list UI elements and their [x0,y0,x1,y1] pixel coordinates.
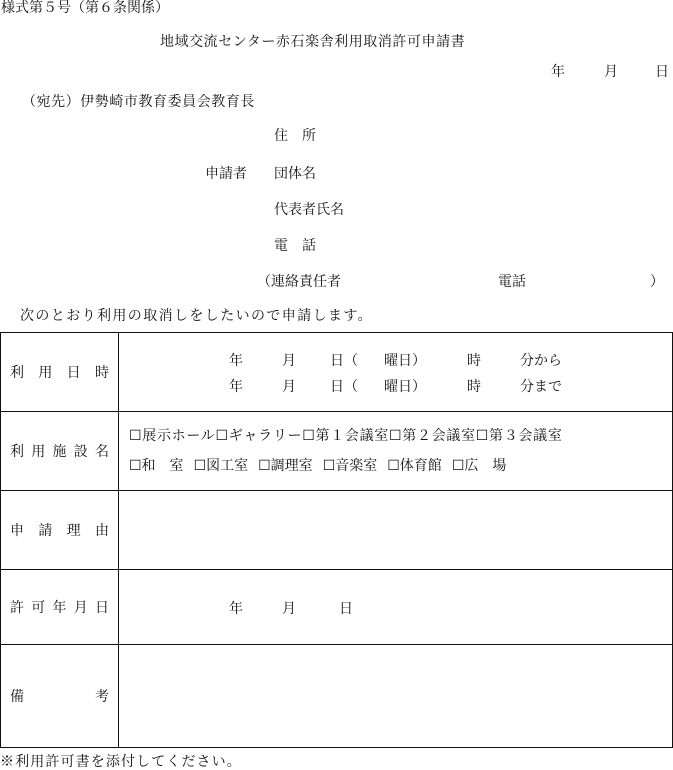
table-row-remarks [1,645,673,748]
label-char: 申 [10,523,24,539]
facility-options-line2 [119,451,672,481]
end-hour: 時 [467,379,481,395]
address-label: 住 所 [274,128,316,144]
facility-checkbox-plaza[interactable]: ☐広 場 [451,458,507,474]
label-char: 日 [66,365,81,381]
date-year: 年 [551,64,565,80]
footnote: ※利用許可書を添付してください。 [0,754,242,770]
permit-date-field[interactable] [119,570,673,645]
label-char: 許 [10,600,24,616]
label-char: 請 [38,523,53,539]
datetime-end-line [119,372,672,398]
facility-options-line1 [119,421,672,451]
table-row-usage-datetime [1,333,673,412]
remarks-field[interactable] [119,645,673,748]
label-char: 利 [10,444,24,460]
start-year: 年 [229,353,243,369]
table-row-permit-date [1,570,673,645]
start-day: 日（ [330,353,358,369]
start-weekday: 曜日） [384,353,426,369]
addressee: （宛先）伊勢崎市教育委員会教育長 [22,94,255,110]
label-reason [1,491,119,570]
group-name-label: 団体名 [274,166,316,182]
label-char: 理 [66,523,81,539]
label-char: 利 [10,365,24,381]
facility-checkbox-cooking-room[interactable]: ☐調理室 [258,458,313,474]
label-char: 時 [94,365,109,381]
end-year: 年 [229,379,243,395]
end-day: 日（ [330,379,358,395]
facility-checkbox-gallery[interactable]: ☐ギャラリー [215,428,303,444]
facility-checkbox-meeting-room-2[interactable]: ☐第２会議室 [389,428,476,444]
start-hour: 時 [467,353,481,369]
intro-text: 次のとおり利用の取消しをしたいので申請します。 [20,308,374,324]
facility-checkbox-meeting-room-1[interactable]: ☐第１会議室 [302,428,390,444]
label-usage-datetime [1,333,119,412]
form-number: 様式第５号（第６条関係） [1,0,169,16]
label-char: 設 [73,444,88,460]
reason-field[interactable] [119,491,673,570]
application-form-table [0,332,673,748]
label-facility [1,412,119,491]
facility-checkbox-field [119,412,673,491]
contact-person-label: （連絡責任者 [257,274,341,290]
label-char: 名 [95,444,109,460]
start-minute: 分から [520,353,562,369]
representative-label: 代表者氏名 [274,202,344,218]
label-char: 考 [95,689,109,705]
document-title: 地域交流センター赤石楽舎利用取消許可申請書 [160,34,466,50]
permit-date-line [119,594,672,620]
facility-checkbox-music-room[interactable]: ☐音楽室 [322,458,378,474]
label-char: 日 [95,600,109,616]
applicant-label: 申請者 [205,166,247,182]
label-char: 年 [52,600,67,616]
label-char: 由 [94,523,109,539]
end-month: 月 [282,379,296,395]
facility-checkbox-gym[interactable]: ☐体育館 [387,458,442,474]
facility-checkbox-meeting-room-3[interactable]: ☐第３会議室 [475,428,563,444]
table-row-reason [1,491,673,570]
facility-checkbox-exhibition-hall[interactable]: ☐展示ホール [129,428,216,444]
contact-close-paren: ） [650,274,664,290]
label-char: 可 [31,600,46,616]
start-month: 月 [282,353,296,369]
date-day: 日 [655,64,669,80]
label-char: 備 [10,689,24,705]
phone-label: 電 話 [274,238,316,254]
permit-year: 年 [229,601,243,617]
label-char: 施 [52,444,67,460]
usage-datetime-field[interactable] [119,333,673,412]
label-char: 用 [31,444,46,460]
contact-phone-label: 電話 [498,274,526,290]
label-char: 用 [38,365,53,381]
permit-day: 日 [339,601,353,617]
label-remarks [1,645,119,748]
facility-checkbox-craft-room[interactable]: ☐図工室 [193,458,249,474]
end-weekday: 曜日） [384,379,426,395]
permit-month: 月 [282,601,296,617]
facility-checkbox-japanese-room[interactable]: ☐和 室 [129,458,184,474]
label-permit-date [1,570,119,645]
datetime-start-line [119,346,672,372]
end-minute: 分まで [520,379,562,395]
table-row-facility [1,412,673,491]
label-char: 月 [73,600,88,616]
date-month: 月 [604,64,618,80]
